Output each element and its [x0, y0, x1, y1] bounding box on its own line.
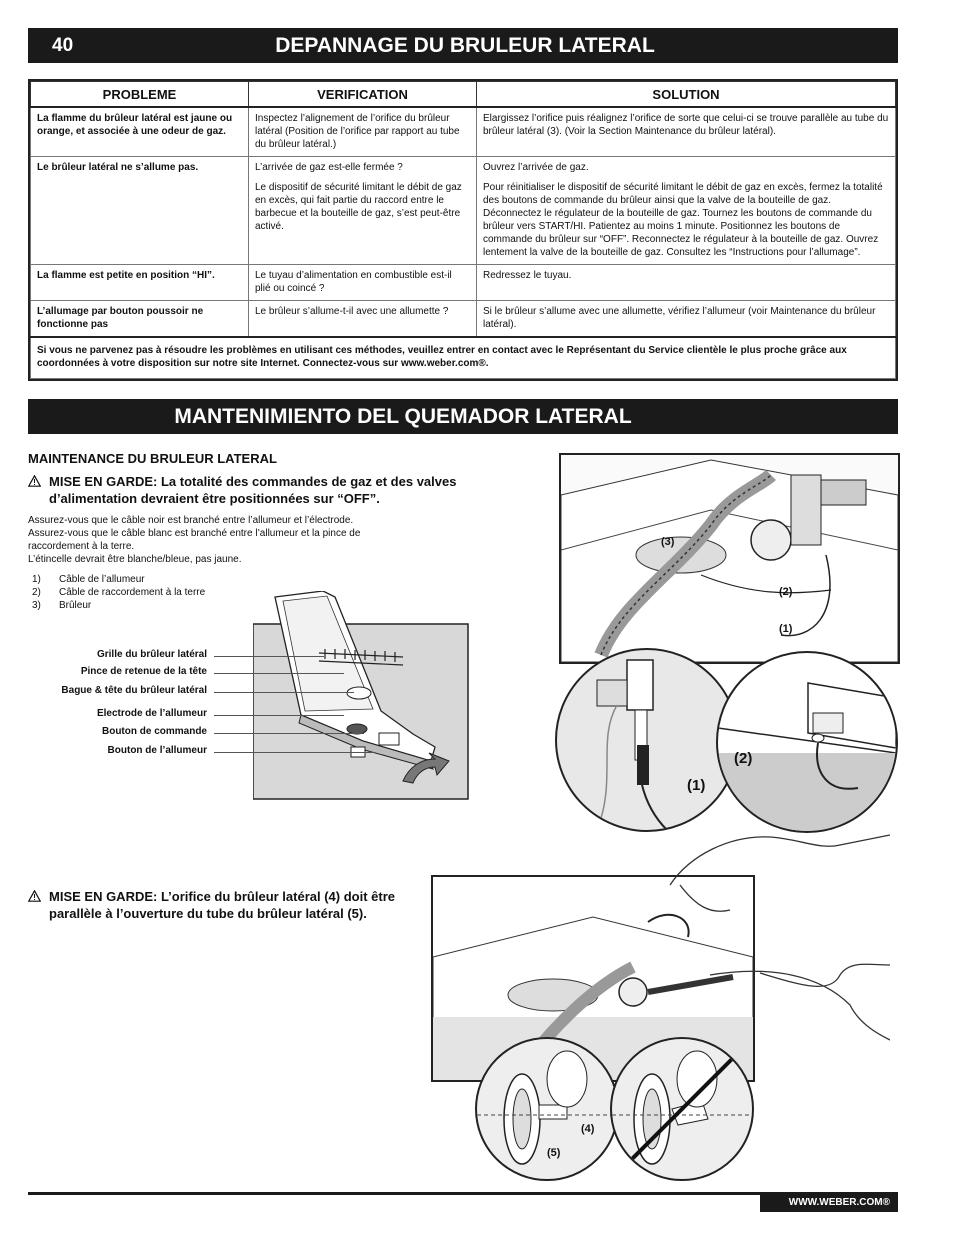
col-header-solution: SOLUTION	[477, 82, 896, 108]
page-number: 40	[52, 34, 74, 56]
part-label-igniter-button: Bouton de l’allumeur	[107, 745, 207, 756]
solution-cell	[477, 265, 896, 301]
solution-text: Ouvrez l’arrivée de gaz.	[483, 162, 589, 173]
list-text: Câble de raccordement à la terre	[59, 587, 206, 598]
col-header-verification: VERIFICATION	[249, 82, 477, 108]
verification-text: Le tuyau d’alimentation en combustible est-il plié ou coincé ?	[255, 270, 452, 294]
callout-4: (4)	[581, 1123, 595, 1135]
part-label-burner-head: Bague & tête du brûleur latéral	[61, 685, 207, 696]
leader-line	[214, 692, 354, 693]
leader-line	[214, 673, 344, 674]
callout-2-detail: (2)	[734, 750, 753, 767]
problem-cell: Le brûleur latéral ne s’allume pas.	[31, 157, 249, 265]
callout-1: (1)	[779, 623, 793, 635]
warning-text-2: MISE EN GARDE: L’orifice du brûleur latéral (4) doit être parallèle à l’ouverture du tube du brûleur latéral (5).	[49, 889, 395, 921]
igniter-detail-drawing	[557, 650, 737, 830]
callout-1-detail: (1)	[687, 777, 706, 794]
ignition-wiring-illustration	[559, 453, 900, 664]
leader-line	[214, 752, 374, 753]
maintenance-subtitle: MAINTENANCE DU BRULEUR LATERAL	[28, 451, 277, 466]
problem-cell: La flamme est petite en position “HI”.	[31, 265, 249, 301]
verification-text: Le dispositif de sécurité limitant le débit de gaz en excès, qui fait partie du raccord entre le barbecue et la bouteille de gaz, s’est peut-être activé.	[255, 182, 462, 232]
table-footer-note: Si vous ne parvenez pas à résoudre les problèmes en utilisant ces méthodes, veuillez entrer en contact avec le Représentant du Service clientèle le plus proche grâce aux coordonnées à votre disposition sur notre site Internet. Connectez-vous sur www.weber.com®.	[31, 337, 896, 379]
table-row	[31, 157, 896, 265]
solution-text: Redressez le tuyau.	[483, 270, 572, 281]
verification-text: Inspectez l’alignement de l’orifice du brûleur latéral (Position de l’orifice par rapport au tube du brûleur latéral.)	[255, 113, 460, 150]
incorrect-alignment-drawing	[612, 1039, 752, 1179]
leader-line	[214, 733, 364, 734]
solution-text: Si le brûleur s’allume avec une allumette, vérifiez l’allumeur (voir Maintenance du brûleur latéral).	[483, 306, 876, 330]
solution-text: Pour réinitialiser le dispositif de sécurité limitant le débit de gaz en excès, fermez la totalité des boutons de commande du brûleur ainsi que la valve de la bouteille de gaz. Déconnectez le régulateur de la bouteille de gaz. Tournez les boutons de commande du brûleur vers START/HI. Patientez au moins 1 minute. Positionnez les boutons de commande du brûleur sur “OFF”. Reconnectez le régulateur à la bouteille de gaz. Ouvrez lentement la valve de la bouteille de gaz. Consultez les “Instructions pour l’allumage”.	[483, 182, 883, 258]
instruction-line: Assurez-vous que le câble noir est branché entre l’allumeur et l’électrode.	[28, 515, 354, 526]
leader-line	[214, 656, 324, 657]
page-header	[28, 28, 898, 63]
solution-cell	[477, 157, 896, 265]
troubleshooting-table	[28, 79, 898, 381]
parts-list	[32, 573, 252, 612]
detail-circle-incorrect	[610, 1037, 754, 1181]
footer-url[interactable]: WWW.WEBER.COM®	[788, 1196, 890, 1208]
table-footer-row	[31, 337, 896, 379]
instructions	[28, 514, 398, 566]
detail-circle-igniter	[555, 648, 739, 832]
burner-diagram	[253, 591, 469, 800]
list-number: 1)	[32, 574, 41, 585]
list-item	[32, 586, 252, 599]
verification-text: L’arrivée de gaz est-elle fermée ?	[255, 162, 403, 173]
detail-circle-correct	[475, 1037, 619, 1181]
list-number: 2)	[32, 587, 41, 598]
list-item	[32, 573, 252, 586]
table-row	[31, 301, 896, 338]
leader-line	[214, 715, 344, 716]
table-row	[31, 265, 896, 301]
footer-url-box	[760, 1192, 898, 1212]
problem-cell: La flamme du brûleur latéral est jaune ou orange, et associée à une odeur de gaz.	[31, 107, 249, 157]
part-label-grille: Grille du brûleur latéral	[96, 649, 207, 660]
verification-text: Le brûleur s’allume-t-il avec une allumette ?	[255, 306, 449, 317]
wiring-drawing	[561, 455, 898, 662]
detail-circle-ground	[716, 651, 898, 833]
warning-triangle-icon	[28, 890, 41, 902]
callout-3: (3)	[661, 536, 675, 548]
ground-detail-drawing	[718, 653, 896, 831]
hand-illustration	[650, 825, 890, 1055]
warning-text-1: MISE EN GARDE: La totalité des commandes de gaz et des valves d’alimentation devraient être positionnées sur “OFF”.	[49, 474, 457, 506]
part-label-control-knob: Bouton de commande	[101, 726, 207, 737]
instruction-line: Assurez-vous que le câble blanc est branché entre l’allumeur et la pince de raccordement à la terre.	[28, 528, 361, 552]
burner-drawing	[253, 591, 469, 800]
warning-triangle-icon	[28, 475, 41, 487]
list-text: Câble de l’allumeur	[59, 574, 145, 585]
table-header-row	[31, 82, 896, 108]
section-header	[28, 399, 898, 434]
problem-cell: L’allumage par bouton poussoir ne fonctionne pas	[31, 301, 249, 338]
warning-block-2	[28, 888, 398, 922]
table-row	[31, 107, 896, 157]
solution-cell	[477, 107, 896, 157]
warning-block-1	[28, 473, 458, 507]
verification-cell	[249, 265, 477, 301]
solution-cell	[477, 301, 896, 338]
verification-cell	[249, 107, 477, 157]
page-title: DEPANNAGE DU BRULEUR LATERAL	[275, 33, 655, 57]
list-number: 3)	[32, 600, 41, 611]
part-label-electrode: Electrode de l’allumeur	[96, 708, 207, 719]
section-title: MANTENIMIENTO DEL QUEMADOR LATERAL	[174, 404, 632, 428]
col-header-problem: PROBLEME	[31, 82, 249, 108]
callout-5: (5)	[547, 1147, 561, 1159]
verification-cell	[249, 301, 477, 338]
verification-cell	[249, 157, 477, 265]
part-label-retaining-clip: Pince de retenue de la tête	[80, 666, 207, 677]
callout-2: (2)	[779, 586, 793, 598]
list-text: Brûleur	[59, 600, 92, 611]
list-item	[32, 599, 252, 612]
instruction-line: L’étincelle devrait être blanche/bleue, pas jaune.	[28, 554, 242, 565]
solution-text: Elargissez l’orifice puis réalignez l’orifice de sorte que celui-ci se trouve parallèle au tube du brûleur latéral (3). (Voir la Section Maintenance du brûleur latéral).	[483, 113, 889, 137]
